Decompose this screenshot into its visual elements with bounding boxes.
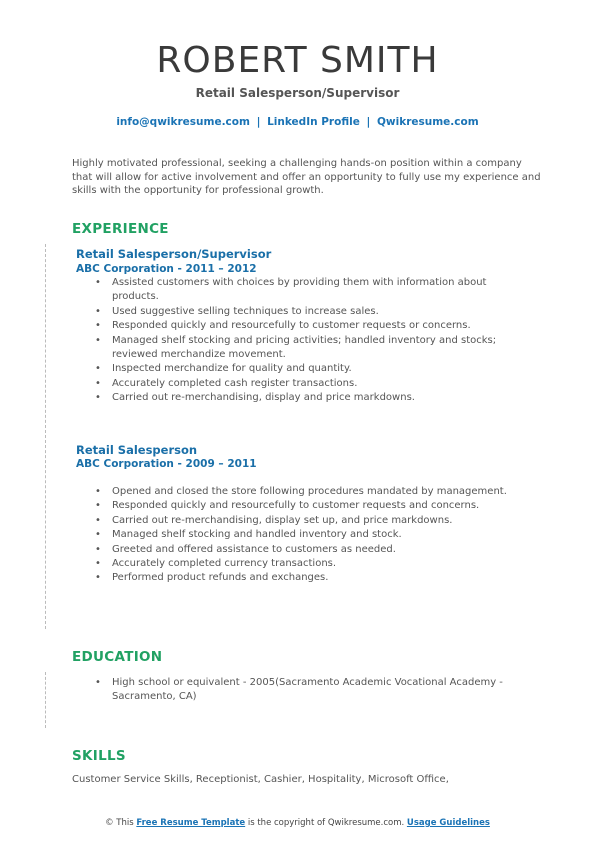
footer xyxy=(0,818,595,828)
list-item: • Performed product refunds and exchanges. xyxy=(112,571,512,585)
list-item: • Opened and closed the store following procedures mandated by management. xyxy=(112,485,512,499)
contact-separator: | xyxy=(256,116,261,128)
footer-copyright-text: is the copyright of Qwikresume.com. xyxy=(247,818,405,828)
candidate-name: ROBERT SMITH xyxy=(156,40,439,81)
list-item: • Accurately completed currency transactions. xyxy=(112,557,512,571)
list-item: • Responded quickly and resourcefully to customer requests or concerns. xyxy=(112,319,512,333)
list-item: • Assisted customers with choices by providing them with information about products. xyxy=(112,276,512,305)
list-item: • Greeted and offered assistance to customers as needed. xyxy=(112,543,512,557)
footer-prefix: © This xyxy=(105,818,134,828)
list-item: • High school or equivalent - 2005(Sacramento Academic Vocational Academy - Sacramento, CA) xyxy=(112,676,512,705)
experience-heading: EXPERIENCE xyxy=(72,221,169,237)
contact-line xyxy=(0,116,595,128)
skills-text: Customer Service Skills, Receptionist, Cashier, Hospitality, Microsoft Office, xyxy=(72,774,449,785)
website-link[interactable]: Qwikresume.com xyxy=(376,116,479,128)
education-list xyxy=(112,676,512,705)
linkedin-link[interactable]: LinkedIn Profile xyxy=(267,116,360,128)
list-item: • Managed shelf stocking and handled inventory and stock. xyxy=(112,528,512,542)
education-divider xyxy=(45,672,46,728)
job-company: ABC Corporation - 2011 – 2012 xyxy=(76,263,257,275)
list-item: • Inspected merchandize for quality and quantity. xyxy=(112,362,512,376)
skills-heading: SKILLS xyxy=(72,748,126,764)
list-item: • Responded quickly and resourcefully to customer requests and concerns. xyxy=(112,499,512,513)
list-item: • Accurately completed cash register transactions. xyxy=(112,377,512,391)
job-bullets xyxy=(112,485,512,586)
usage-guidelines-link[interactable]: Usage Guidelines xyxy=(406,818,490,828)
candidate-role: Retail Salesperson/Supervisor xyxy=(195,86,400,100)
job-title: Retail Salesperson/Supervisor xyxy=(76,247,272,261)
list-item: • Carried out re-merchandising, display set up, and price markdowns. xyxy=(112,514,512,528)
summary-text: Highly motivated professional, seeking a challenging hands-on position within a company that will allow for active involvement and offer an opportunity to fully use my experience and skills with the opportunity for professional growth. xyxy=(72,158,541,196)
email-link[interactable]: info@qwikresume.com xyxy=(116,116,250,128)
education-heading: EDUCATION xyxy=(72,649,163,665)
list-item: • Used suggestive selling techniques to increase sales. xyxy=(112,305,512,319)
list-item: • Carried out re-merchandising, display and price markdowns. xyxy=(112,391,512,405)
free-resume-template-link[interactable]: Free Resume Template xyxy=(136,818,246,828)
experience-divider xyxy=(45,244,46,629)
job-bullets xyxy=(112,276,512,406)
contact-separator: | xyxy=(366,116,371,128)
job-company: ABC Corporation - 2009 – 2011 xyxy=(76,458,257,470)
list-item: • Managed shelf stocking and pricing activities; handled inventory and stocks; reviewed merchandize movement. xyxy=(112,334,512,363)
job-title: Retail Salesperson xyxy=(76,443,198,457)
